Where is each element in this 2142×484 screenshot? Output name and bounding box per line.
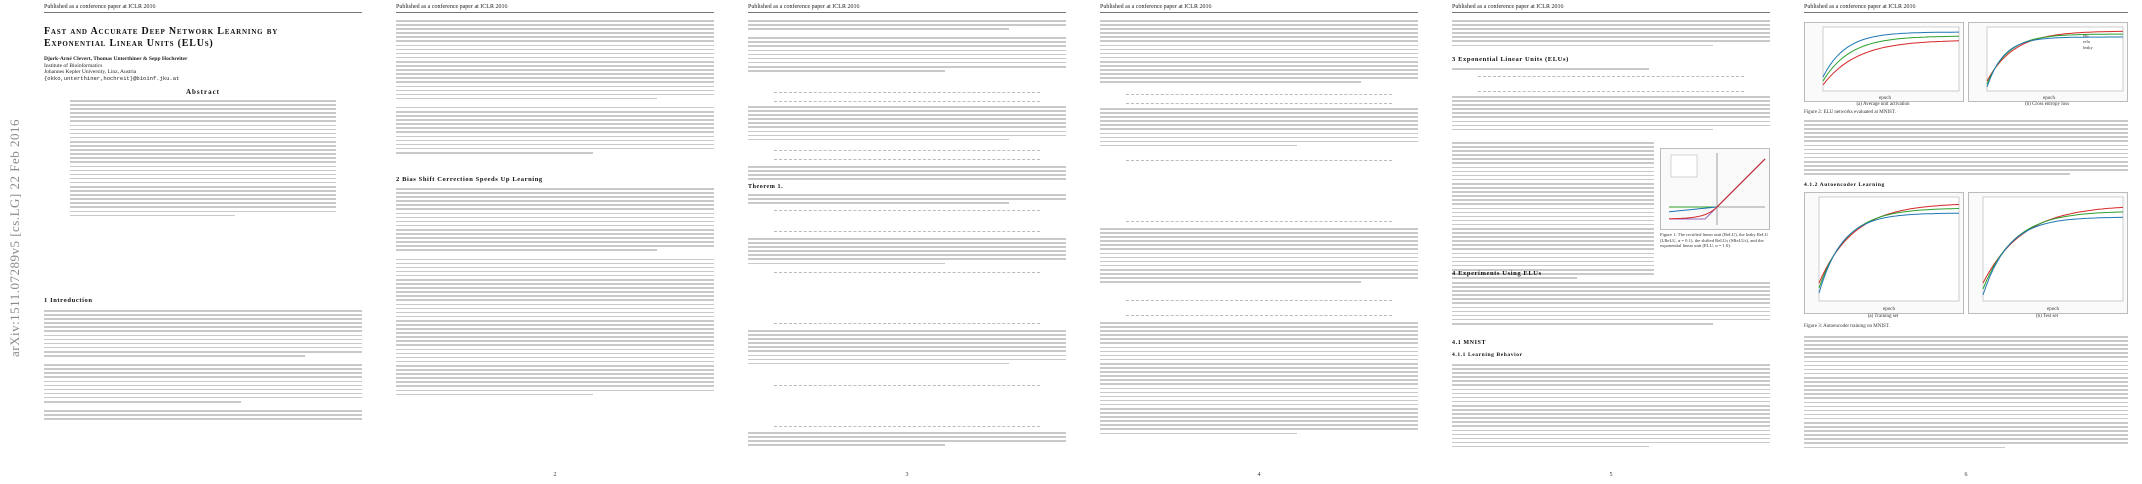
page4-text-d xyxy=(1100,322,1418,437)
author-email: {okko,unterthiner,hochreit}@bioinf.jku.at xyxy=(44,74,180,82)
header-rule xyxy=(748,12,1066,13)
equation xyxy=(1126,94,1392,104)
header-rule xyxy=(44,12,362,13)
header-rule xyxy=(1804,12,2128,13)
running-header: Published as a conference paper at ICLR 2016 xyxy=(1452,4,1564,10)
author-names: Djork-Arné Clevert, Thomas Unterthiner & Sepp Hochreiter xyxy=(44,56,188,62)
page-number: 6 xyxy=(1964,472,1968,478)
page4-text-b xyxy=(1100,108,1418,149)
section-heading-experiments: 4 Experiments Using ELUs xyxy=(1452,270,1542,277)
plot-area xyxy=(1819,197,1959,301)
running-header: Published as a conference paper at ICLR 2016 xyxy=(396,4,508,10)
figure-1-activation-plot xyxy=(1660,148,1770,230)
page-3 xyxy=(734,0,1080,484)
page-number: 5 xyxy=(1609,472,1613,478)
legend-elu: elu xyxy=(2083,33,2089,38)
x-axis-label: epoch xyxy=(2043,96,2055,101)
running-header: Published as a conference paper at ICLR 2016 xyxy=(1804,4,1916,10)
page5-text-c xyxy=(1452,96,1770,133)
running-header: Published as a conference paper at ICLR 2016 xyxy=(1100,4,1212,10)
page6-text-b xyxy=(1804,336,2128,451)
figure-3a-training-set xyxy=(1804,192,1964,314)
equation xyxy=(774,92,1040,102)
section-heading-elu: 3 Exponential Linear Units (ELUs) xyxy=(1452,56,1569,63)
section-heading-intro: 1 Introduction xyxy=(44,297,93,304)
abstract-text xyxy=(70,100,336,219)
equation xyxy=(774,210,1040,232)
affiliation-1: Institute of Bioinformatics xyxy=(44,62,103,69)
affiliation-2: Johannes Kepler University, Linz, Austria xyxy=(44,69,137,75)
x-axis-label: epoch xyxy=(1879,96,1891,101)
title-line-1: Fast and Accurate Deep Network Learning by xyxy=(44,26,279,37)
equation xyxy=(774,385,1040,427)
abstract-heading: Abstract xyxy=(185,88,221,96)
page6-text-a xyxy=(1804,120,2128,177)
paper-title xyxy=(44,26,344,50)
legend-leaky: leaky xyxy=(2083,45,2093,50)
x-axis-label: epoch xyxy=(1883,307,1895,312)
title-line-2: Exponential Linear Units (ELUs) xyxy=(44,38,214,49)
figure-2a-average-activation xyxy=(1804,22,1964,102)
page-1 xyxy=(30,0,376,484)
section-heading-learning-behavior: 4.1.1 Learning Behavior xyxy=(1452,352,1523,358)
page-4 xyxy=(1086,0,1432,484)
page-number: 3 xyxy=(905,472,909,478)
figure-3a-caption: (a) Training set xyxy=(1867,314,1899,319)
figure-3b-test-set xyxy=(1968,192,2128,314)
page2-text-bottom xyxy=(396,188,714,398)
page-5 xyxy=(1438,0,1784,484)
page2-text-top xyxy=(396,20,714,156)
page3-text-a xyxy=(748,20,1066,74)
theorem-text xyxy=(748,194,1066,206)
page3-text-c xyxy=(748,166,1066,182)
legend-relu: relu xyxy=(2083,39,2090,44)
figure-3-caption: Figure 3: Autoencoder training on MNIST. xyxy=(1804,324,1890,329)
equation xyxy=(1126,300,1392,316)
figure-2b-cross-entropy xyxy=(1968,22,2128,102)
section-heading-mnist: 4.1 MNIST xyxy=(1452,340,1487,346)
theorem-label: Theorem 1. xyxy=(748,184,784,190)
equation xyxy=(1126,160,1392,222)
section-heading-bias-shift: 2 Bias Shift Correction Speeds Up Learning xyxy=(396,176,543,183)
page-number: 2 xyxy=(553,472,557,478)
figure-1-caption: Figure 1: The rectified linear unit (ReLU), the leaky ReLU (LReLU, α = 0.1), the shifted ReLUs (SReLUs), and the exponential linear unit (ELU, α = 1.0). xyxy=(1660,232,1769,248)
figure-3b-caption: (b) Test set xyxy=(2035,314,2059,319)
page5-text-b xyxy=(1452,68,1770,72)
page3-text-d xyxy=(748,238,1066,267)
equation xyxy=(774,272,1040,324)
running-header: Published as a conference paper at ICLR 2016 xyxy=(748,4,860,10)
figure-2-caption: Figure 2: ELU networks evaluated at MNIST. xyxy=(1804,110,1896,115)
page3-text-f xyxy=(748,432,1066,448)
page4-text-c xyxy=(1100,228,1418,285)
arxiv-stamp: arXiv:1511.07289v5 [cs.LG] 22 Feb 2016 xyxy=(7,118,22,358)
page4-text-a xyxy=(1100,20,1418,86)
page3-text-b xyxy=(748,106,1066,143)
arxiv-sidebar xyxy=(0,0,30,484)
intro-text xyxy=(44,310,362,422)
page5-text-e xyxy=(1452,282,1770,327)
page-2 xyxy=(382,0,728,484)
page5-text-a xyxy=(1452,20,1770,49)
author-block xyxy=(44,56,304,82)
legend-box xyxy=(1671,155,1697,177)
header-rule xyxy=(1100,12,1418,13)
section-heading-autoencoder: 4.1.2 Autoencoder Learning xyxy=(1804,182,1885,188)
equation xyxy=(774,150,1040,160)
running-header: Published as a conference paper at ICLR 2016 xyxy=(44,4,156,10)
equation xyxy=(1478,76,1744,92)
page5-text-d xyxy=(1452,142,1654,281)
figure-2a-caption: (a) Average unit activation xyxy=(1856,102,1910,107)
figure-2b-caption: (b) Cross entropy loss xyxy=(2024,102,2070,107)
page3-text-e xyxy=(748,330,1066,367)
page5-text-f xyxy=(1452,364,1770,450)
page-number: 4 xyxy=(1257,472,1261,478)
header-rule xyxy=(396,12,714,13)
page-6 xyxy=(1790,0,2142,484)
header-rule xyxy=(1452,12,1770,13)
x-axis-label: epoch xyxy=(2047,307,2059,312)
